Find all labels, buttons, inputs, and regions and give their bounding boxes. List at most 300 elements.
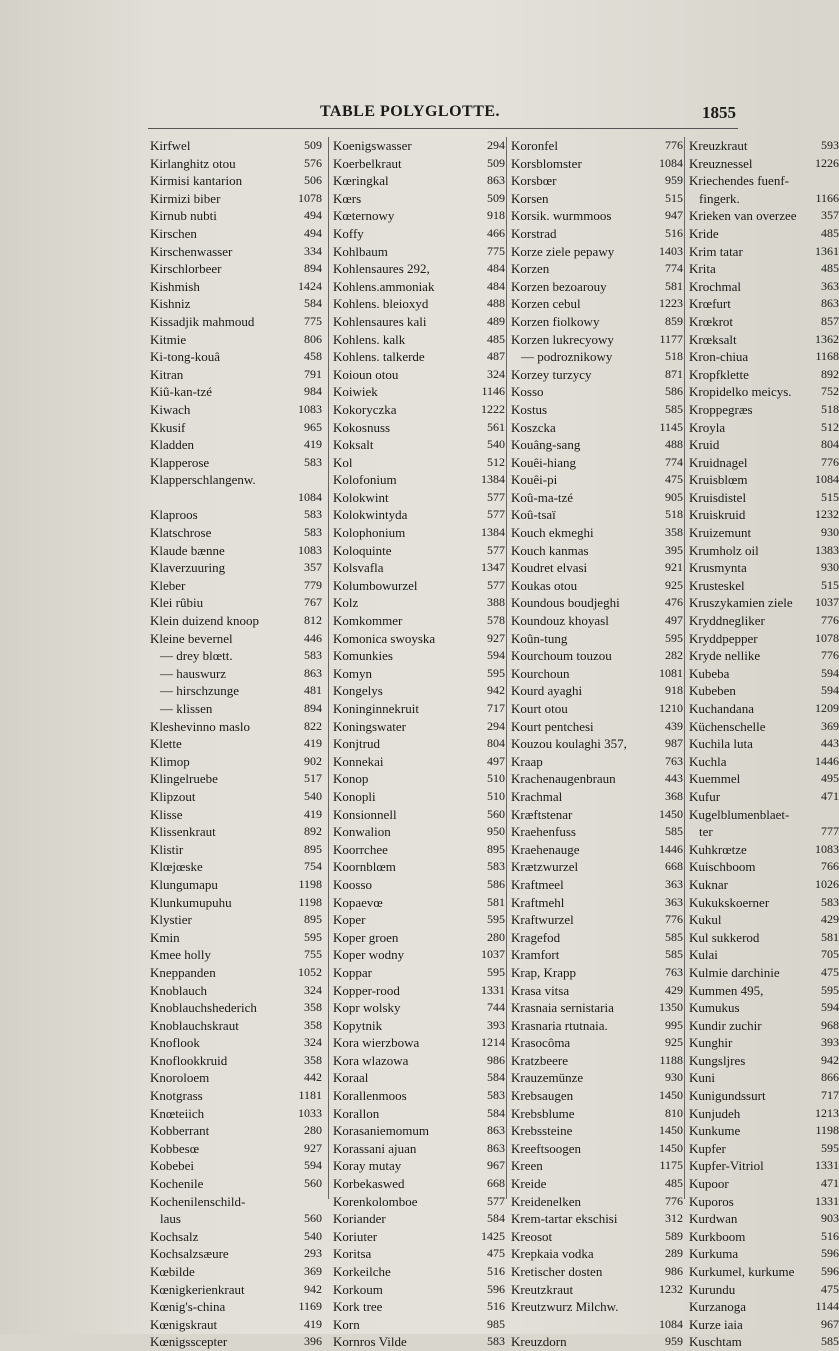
entry-page-number: 586 <box>487 876 505 891</box>
entry-term: ter <box>699 824 713 840</box>
entry-page-number: 488 <box>665 437 683 452</box>
index-entry <box>689 770 839 788</box>
index-entry <box>333 436 505 454</box>
entry-page-number: 763 <box>665 753 683 768</box>
entry-page-number: 495 <box>821 771 839 786</box>
index-entry <box>689 858 839 876</box>
entry-page-number: 439 <box>665 718 683 733</box>
entry-term: Kœringkal <box>333 173 389 189</box>
entry-page-number: 1361 <box>815 243 839 258</box>
entry-page-number: 324 <box>304 1035 322 1050</box>
index-entry <box>333 155 505 173</box>
entry-term: Kirmisi kantarion <box>150 173 243 189</box>
index-entry <box>150 172 322 190</box>
entry-term: Kufur <box>689 788 721 804</box>
index-entry <box>333 542 505 560</box>
running-title: TABLE POLYGLOTTE. <box>319 103 501 120</box>
entry-page-number: 560 <box>304 1176 322 1191</box>
entry-term: Klystier <box>150 912 192 928</box>
entry-term: Kolsvafla <box>333 560 384 576</box>
entry-page-number: 585 <box>665 401 683 416</box>
entry-term: Krim tatar <box>689 243 743 259</box>
index-entry <box>689 630 839 648</box>
entry-term: Kræftstenar <box>511 806 573 822</box>
entry-page-number: 895 <box>304 841 322 856</box>
entry-term: Krochmal <box>689 278 741 294</box>
entry-page-number: 516 <box>487 1264 505 1278</box>
entry-page-number: 1188 <box>659 1052 683 1067</box>
entry-page-number: 894 <box>304 261 322 276</box>
index-entry <box>150 1228 322 1246</box>
entry-page-number: 1331 <box>815 1193 839 1208</box>
entry-page-number: 577 <box>487 1193 505 1208</box>
entry-page-number: 509 <box>304 138 322 152</box>
index-entry <box>511 647 683 665</box>
index-columns <box>150 137 839 1350</box>
index-entry <box>511 225 683 243</box>
index-entry <box>333 964 505 982</box>
index-entry <box>150 1316 322 1334</box>
index-entry <box>333 524 505 542</box>
entry-term: Kuischboom <box>689 859 756 875</box>
entry-page-number: 595 <box>665 630 683 645</box>
entry-page-number: 494 <box>304 225 322 240</box>
entry-page-number: 368 <box>665 788 683 803</box>
index-column-2 <box>328 137 505 1350</box>
entry-page-number: 859 <box>665 313 683 328</box>
entry-term: Krœksalt <box>689 331 737 347</box>
entry-page-number: 585 <box>821 1334 839 1349</box>
entry-term: Koloquinte <box>333 542 392 558</box>
entry-page-number: 1177 <box>659 331 683 346</box>
index-entry <box>150 964 322 982</box>
index-entry <box>150 1140 322 1158</box>
entry-term: Kohlens. bleioxyd <box>333 296 429 312</box>
entry-term: Kreuzkraut <box>689 138 748 153</box>
entry-term: Kladden <box>150 437 195 453</box>
entry-page-number: 487 <box>487 349 505 364</box>
entry-term: Krasnaia sernistaria <box>511 1000 614 1016</box>
index-entry <box>150 243 322 261</box>
entry-term: Kobebei <box>150 1158 195 1174</box>
index-entry <box>150 1175 322 1193</box>
entry-term: Kruid <box>689 437 720 453</box>
entry-page-number: 921 <box>665 560 683 575</box>
entry-term: Korkeilche <box>333 1264 391 1279</box>
entry-page-number: 312 <box>665 1211 683 1226</box>
entry-page-number: 515 <box>821 577 839 592</box>
entry-page-number: 596 <box>487 1281 505 1296</box>
entry-term: Kragefod <box>511 929 561 945</box>
entry-page-number: 892 <box>304 824 322 839</box>
entry-page-number: 509 <box>487 155 505 170</box>
index-entry <box>511 348 683 366</box>
entry-page-number: 1052 <box>298 964 322 979</box>
entry-term: Kœnigsscepter <box>150 1334 228 1350</box>
entry-term: Kropfklette <box>689 366 749 382</box>
entry-page-number: 744 <box>487 1000 505 1015</box>
index-entry <box>333 806 505 824</box>
entry-term: Kirnub nubti <box>150 208 217 224</box>
entry-page-number: 942 <box>487 683 505 698</box>
entry-page-number: 895 <box>487 841 505 856</box>
index-entry <box>689 137 839 155</box>
entry-page-number: 863 <box>821 296 839 311</box>
entry-term: Kreen <box>511 1158 543 1174</box>
entry-term: Kretischer dosten <box>511 1264 603 1279</box>
index-entry <box>511 964 683 982</box>
index-entry <box>333 682 505 700</box>
entry-term: Koper groen <box>333 929 399 945</box>
entry-page-number: 475 <box>487 1246 505 1261</box>
index-entry <box>511 1105 683 1123</box>
index-entry <box>333 1069 505 1087</box>
entry-term: Kunkume <box>689 1123 741 1139</box>
entry-term: Komyn <box>333 665 372 681</box>
entry-term: Kirmizi biber <box>150 190 221 206</box>
entry-page-number: 905 <box>665 489 683 504</box>
entry-term: Kreuznessel <box>689 155 753 171</box>
entry-page-number: 1198 <box>815 1123 839 1138</box>
entry-term: Krap, Krapp <box>511 964 576 980</box>
entry-page-number: 516 <box>665 225 683 240</box>
entry-term: Korkoum <box>333 1281 383 1297</box>
index-entry <box>689 577 839 595</box>
entry-term: Kœternowy <box>333 208 395 224</box>
index-entry <box>511 718 683 736</box>
index-entry <box>689 295 839 313</box>
index-entry <box>333 594 505 612</box>
entry-term: Knœteiich <box>150 1105 205 1121</box>
entry-page-number: 822 <box>304 718 322 733</box>
entry-page-number: 930 <box>821 525 839 540</box>
index-entry <box>511 594 683 612</box>
entry-term: Kruidnagel <box>689 454 748 470</box>
index-entry <box>150 401 322 419</box>
entry-term: Koraal <box>333 1070 369 1086</box>
index-entry <box>333 1052 505 1070</box>
entry-term: Kruisblœm <box>689 472 748 488</box>
index-entry <box>511 155 683 173</box>
index-entry <box>511 770 683 788</box>
entry-page-number: 586 <box>665 384 683 399</box>
entry-page-number: 968 <box>821 1017 839 1032</box>
index-entry <box>333 770 505 788</box>
entry-page-number: 776 <box>821 613 839 628</box>
index-entry <box>150 1122 322 1140</box>
index-entry <box>333 612 505 630</box>
entry-page-number: 510 <box>487 788 505 803</box>
entry-term: Küchenschelle <box>689 718 766 734</box>
index-entry <box>333 1034 505 1052</box>
entry-page-number: 488 <box>487 296 505 311</box>
entry-term: Kobberrant <box>150 1123 210 1139</box>
entry-page-number: 516 <box>821 1228 839 1243</box>
index-entry <box>333 295 505 313</box>
entry-term: Korenkolomboe <box>333 1193 418 1209</box>
index-entry <box>511 823 683 841</box>
index-entry <box>150 806 322 824</box>
entry-term: Kopr wolsky <box>333 1000 401 1016</box>
entry-page-number: 1084 <box>298 489 322 504</box>
entry-page-number: 1450 <box>659 1088 683 1103</box>
entry-page-number: 294 <box>487 138 505 152</box>
index-entry <box>333 1298 505 1316</box>
entry-term: Kleber <box>150 577 186 593</box>
entry-term: Korn <box>333 1316 360 1332</box>
index-entry <box>511 841 683 859</box>
entry-term: Krusteskel <box>689 577 745 593</box>
entry-term: Krœfurt <box>689 296 731 312</box>
entry-page-number: 518 <box>665 507 683 522</box>
entry-term: Korze ziele pepawy <box>511 243 615 259</box>
entry-term: Koper wodny <box>333 947 405 963</box>
index-entry <box>333 506 505 524</box>
entry-term: Kourd ayaghi <box>511 683 583 699</box>
index-entry <box>511 331 683 349</box>
index-entry <box>333 1105 505 1123</box>
entry-page-number: 396 <box>304 1334 322 1349</box>
index-entry <box>333 313 505 331</box>
index-entry <box>511 295 683 313</box>
index-entry <box>150 911 322 929</box>
entry-page-number: 497 <box>665 613 683 628</box>
entry-term: Kirfwel <box>150 138 191 153</box>
entry-term: Kœbilde <box>150 1264 195 1279</box>
index-entry <box>511 806 683 824</box>
index-entry <box>511 559 683 577</box>
entry-page-number: 589 <box>665 1228 683 1243</box>
index-entry <box>689 1175 839 1193</box>
index-entry <box>150 1210 322 1228</box>
index-entry <box>511 1228 683 1246</box>
index-entry <box>689 788 839 806</box>
entry-page-number: 965 <box>304 419 322 434</box>
entry-term: Kora wierzbowa <box>333 1035 420 1051</box>
index-entry <box>150 876 322 894</box>
entry-page-number: 594 <box>821 1000 839 1015</box>
entry-page-number: 985 <box>487 1316 505 1331</box>
entry-term: Koosso <box>333 876 373 892</box>
entry-page-number: 585 <box>665 947 683 962</box>
entry-page-number: 509 <box>487 190 505 205</box>
entry-page-number: 1198 <box>298 876 322 891</box>
entry-page-number: 596 <box>821 1246 839 1261</box>
index-entry <box>333 1193 505 1211</box>
entry-term: Koppar <box>333 964 372 980</box>
entry-term: Koriander <box>333 1211 386 1227</box>
index-entry <box>333 260 505 278</box>
index-entry <box>511 1316 683 1334</box>
entry-term: Kochsalz <box>150 1228 199 1244</box>
index-entry <box>689 718 839 736</box>
entry-term: Kouâng-sang <box>511 437 581 453</box>
index-entry <box>150 454 322 472</box>
entry-term: Kirschen <box>150 225 197 241</box>
index-entry <box>689 1157 839 1175</box>
index-entry <box>333 911 505 929</box>
index-entry <box>689 313 839 331</box>
entry-term: Kryddnegliker <box>689 613 765 629</box>
index-entry <box>689 1052 839 1070</box>
index-entry <box>333 471 505 489</box>
entry-page-number: 776 <box>665 1193 683 1208</box>
index-entry <box>333 383 505 401</box>
entry-page-number: 583 <box>304 648 322 663</box>
entry-page-number: 806 <box>304 331 322 346</box>
index-entry <box>511 172 683 190</box>
entry-term: Kork tree <box>333 1299 383 1315</box>
entry-page-number: 1347 <box>481 560 505 575</box>
index-column-1 <box>150 137 322 1350</box>
index-entry <box>689 1281 839 1299</box>
entry-page-number: 804 <box>487 736 505 751</box>
entry-page-number: 717 <box>487 701 505 715</box>
entry-page-number: 1078 <box>815 630 839 645</box>
index-entry <box>150 1105 322 1123</box>
index-entry <box>511 1069 683 1087</box>
index-entry <box>689 260 839 278</box>
entry-page-number: 1081 <box>659 665 683 680</box>
entry-term: Kopper-rood <box>333 982 400 998</box>
entry-term: Kongelys <box>333 683 383 699</box>
index-entry <box>333 1263 505 1281</box>
index-entry <box>333 1157 505 1175</box>
index-entry <box>511 682 683 700</box>
entry-term: Kurdwan <box>689 1211 738 1227</box>
entry-page-number: 892 <box>821 366 839 381</box>
index-entry <box>150 946 322 964</box>
entry-term: Kosso <box>511 384 544 400</box>
index-entry <box>511 383 683 401</box>
entry-term: Koronfel <box>511 138 558 153</box>
entry-page-number: 475 <box>821 1281 839 1296</box>
entry-term: Klungumapu <box>150 876 218 892</box>
entry-page-number: 1084 <box>659 155 683 170</box>
entry-term: Kohlens. kalk <box>333 331 406 347</box>
entry-page-number: 446 <box>304 630 322 645</box>
entry-term: Koninginnekruit <box>333 701 419 716</box>
entry-page-number: 986 <box>665 1264 683 1278</box>
index-entry <box>150 612 322 630</box>
index-entry <box>689 647 839 665</box>
index-entry <box>689 207 839 225</box>
index-entry <box>511 313 683 331</box>
entry-term: Kitran <box>150 366 184 382</box>
index-entry <box>689 348 839 366</box>
entry-page-number: 581 <box>487 894 505 909</box>
entry-term: Klisse <box>150 806 183 822</box>
index-entry <box>689 559 839 577</box>
entry-page-number: 293 <box>304 1246 322 1261</box>
entry-term: Klingelruebe <box>150 771 218 787</box>
entry-page-number: 577 <box>487 489 505 504</box>
entry-term: Koukas otou <box>511 577 578 593</box>
entry-term: Koundous boudjeghi <box>511 595 620 611</box>
entry-term: Kopaevœ <box>333 894 383 910</box>
index-entry <box>511 929 683 947</box>
index-entry <box>333 1140 505 1158</box>
entry-term: Kishmish <box>150 278 200 294</box>
entry-term: Kuschtam <box>689 1334 742 1350</box>
index-entry <box>150 577 322 595</box>
entry-term: Kohlbaum <box>333 243 388 259</box>
index-entry <box>511 419 683 437</box>
index-entry <box>150 700 322 718</box>
entry-term: Kulai <box>689 947 718 963</box>
index-entry <box>689 524 839 542</box>
index-entry <box>511 207 683 225</box>
entry-term: Kuemmel <box>689 771 741 787</box>
index-entry <box>689 190 839 208</box>
entry-page-number: 584 <box>487 1211 505 1226</box>
index-entry <box>150 630 322 648</box>
entry-page-number: 927 <box>304 1140 322 1155</box>
entry-page-number: 388 <box>487 595 505 610</box>
index-entry <box>511 1087 683 1105</box>
entry-page-number: 775 <box>304 313 322 328</box>
index-entry <box>150 559 322 577</box>
entry-page-number: 776 <box>821 648 839 663</box>
index-entry <box>333 630 505 648</box>
index-entry <box>689 155 839 173</box>
entry-page-number: 930 <box>821 560 839 575</box>
index-entry <box>689 594 839 612</box>
entry-term: Koûn-tung <box>511 630 568 646</box>
entry-term: Kirlanghitz otou <box>150 155 236 171</box>
index-entry <box>333 735 505 753</box>
entry-page-number: 357 <box>821 208 839 223</box>
entry-term: Kmee holly <box>150 947 212 963</box>
index-entry <box>511 577 683 595</box>
entry-term: Koper <box>333 912 366 928</box>
entry-term: Koû-ma-tzé <box>511 489 574 505</box>
index-entry <box>689 1017 839 1035</box>
entry-term: Kron-chiua <box>689 349 749 365</box>
entry-term: Koû-tsaï <box>511 507 556 523</box>
entry-term: Kochenilenschild- <box>150 1193 246 1209</box>
entry-page-number: 466 <box>487 225 505 240</box>
index-entry <box>150 788 322 806</box>
entry-page-number: 577 <box>487 507 505 522</box>
page-number: 1855 <box>702 103 736 122</box>
entry-page-number: 967 <box>487 1158 505 1173</box>
entry-term: Kohlensaures 292, <box>333 261 430 277</box>
index-entry <box>333 1316 505 1334</box>
index-entry <box>511 946 683 964</box>
index-entry <box>689 841 839 859</box>
entry-term: Krætzwurzel <box>511 859 579 875</box>
entry-term: Kuchila luta <box>689 736 753 752</box>
entry-term: Kupfer <box>689 1140 726 1156</box>
entry-page-number: 357 <box>304 560 322 575</box>
entry-term: Kiwach <box>150 401 191 417</box>
entry-page-number: 1384 <box>481 525 505 540</box>
entry-page-number: 918 <box>487 208 505 223</box>
entry-term: Kourchoun <box>511 665 570 681</box>
entry-term: Kukukskoerner <box>689 894 770 910</box>
entry-page-number: 515 <box>821 489 839 504</box>
index-entry <box>150 718 322 736</box>
entry-term: Korbekaswed <box>333 1176 405 1192</box>
entry-term: Kurkboom <box>689 1228 746 1244</box>
entry-page-number: 1083 <box>298 401 322 416</box>
entry-term: — hirschzunge <box>160 683 240 699</box>
entry-page-number: 767 <box>304 595 322 610</box>
entry-term: Knotgrass <box>150 1088 203 1104</box>
entry-term: Kouêi-hiang <box>511 454 576 470</box>
index-entry <box>511 1245 683 1263</box>
